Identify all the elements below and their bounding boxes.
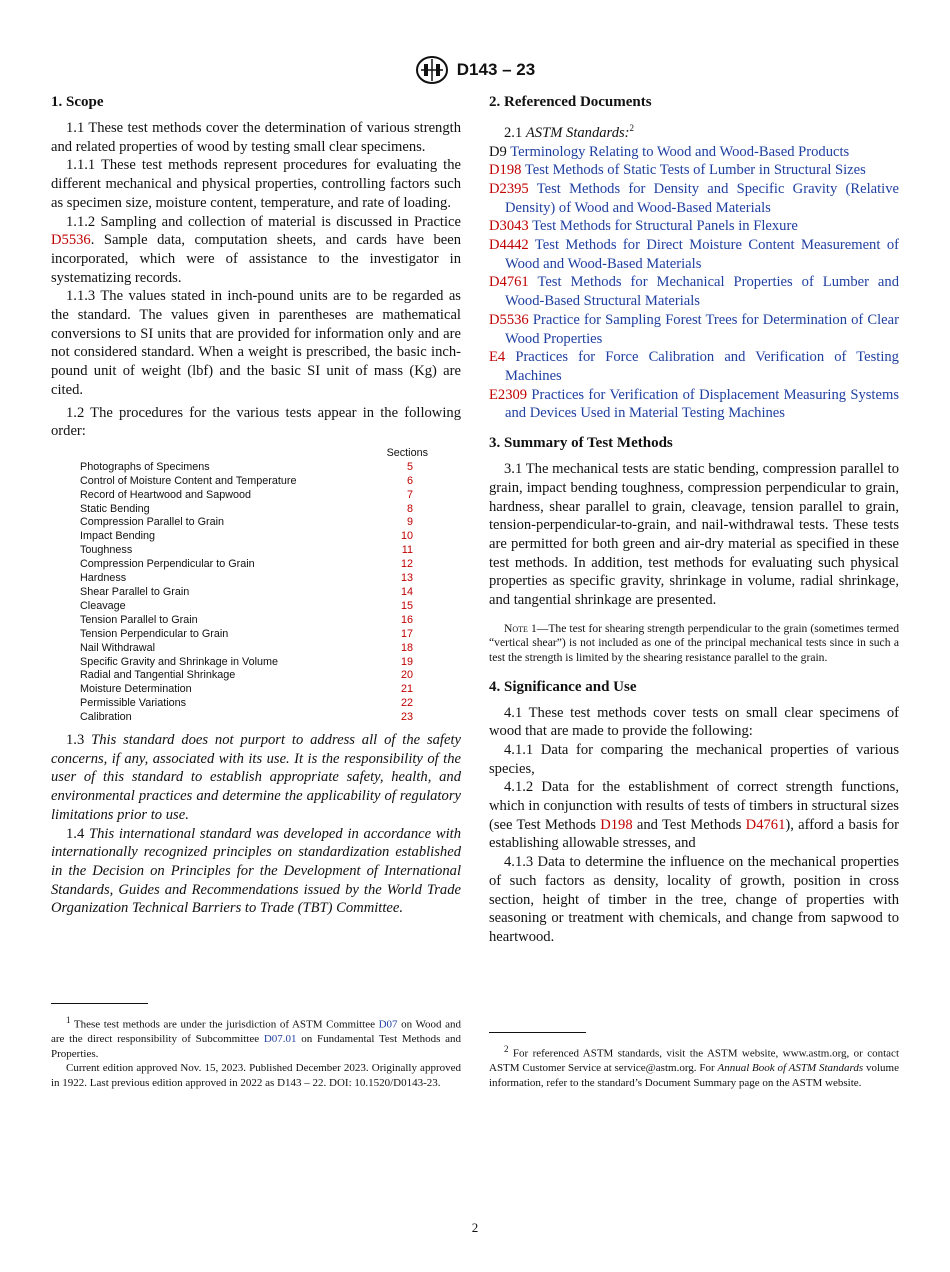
section-number-link[interactable]: 7 <box>406 488 413 501</box>
document-designation: D143 – 23 <box>456 60 536 79</box>
section-number-link[interactable]: 16 <box>400 613 413 626</box>
paragraph-1-1: 1.1 These test methods cover the determination of various strength and related properties of wood by testing small clear specimens. <box>51 120 461 155</box>
reference-code-link[interactable]: D5536 <box>489 311 529 328</box>
section-row <box>51 544 461 558</box>
section-label: Moisture Determination <box>80 683 192 696</box>
reference-item <box>489 386 899 423</box>
footnote-1: $^1$ These test methods are under the jurisdiction of ASTM Committee D07 on Wood and are the direct responsibility of Subcommittee D07.01 on Fundamental Test Methods and Properties. Current edition approved Nov. 15, 2023. Published December 2023. Originally approved in 1922. Last previous edition approved in 2022 as D143 – 22. DOI: 10.1520/D0143-23. <box>51 1015 461 1090</box>
section-label: Record of Heartwood and Sapwood <box>80 488 252 501</box>
reference-code-link[interactable]: E2309 <box>489 386 528 403</box>
reference-title-link[interactable]: Practice for Sampling Forest Trees for Determination of Clear Wood Properties <box>505 311 899 347</box>
reference-title-link[interactable]: Test Methods for Density and Specific Gravity (Relative Density) of Wood and Wood-Based Materials <box>505 180 899 216</box>
section-label: Calibration <box>80 711 132 724</box>
section-number-link[interactable]: 17 <box>400 627 413 640</box>
section-number-link[interactable]: 10 <box>400 530 413 543</box>
sections-header: Sections <box>386 446 428 459</box>
section-row <box>51 461 461 475</box>
section-row <box>51 572 461 586</box>
section-label: Toughness <box>80 544 133 557</box>
link-d5536[interactable]: D5536 <box>51 232 91 249</box>
reference-title-link[interactable]: Terminology Relating to Wood and Wood-Based Products <box>510 143 850 160</box>
paragraph-4-1-2: 4.1.2 Data for the establishment of correct strength functions, which in conjunction with results of tests of timbers in structural sizes (see Test Methods D198 and Test Methods D4761), afford a basis for establishing allowable stresses, and <box>489 779 899 852</box>
section-heading-referenced-documents: 2. Referenced Documents <box>489 94 652 110</box>
section-number-link[interactable]: 18 <box>400 641 413 654</box>
link-d07[interactable]: D07 <box>378 1018 398 1031</box>
paragraph-2-1: 2.1 ASTM Standards:$^2$ <box>504 123 635 141</box>
section-number-link[interactable]: 9 <box>406 516 413 529</box>
section-row <box>51 558 461 572</box>
reference-code-link[interactable]: D2395 <box>489 180 529 197</box>
reference-title-link[interactable]: Test Methods for Mechanical Properties of Lumber and Wood-Based Structural Materials <box>505 274 900 310</box>
section-number-link[interactable]: 6 <box>406 474 413 487</box>
section-label: Radial and Tangential Shrinkage <box>80 669 236 682</box>
paragraph-1-3: 1.3 This standard does not purport to address all of the safety concerns, if any, associated with its use. It is the responsibility of the user of this standard to establish appropriate safety, health, and environmental practices and determine the applicability of regulatory limitations prior to use. <box>51 732 461 823</box>
section-number-link[interactable]: 23 <box>400 711 413 724</box>
link-d07-01[interactable]: D07.01 <box>263 1033 297 1046</box>
section-row <box>51 697 461 711</box>
footnote-divider <box>51 1003 148 1004</box>
section-label: Shear Parallel to Grain <box>80 586 190 599</box>
paragraph-4-1: 4.1 These test methods cover tests on small clear specimens of wood that are made to provide the following: <box>489 704 899 740</box>
paragraph-1-4: 1.4 This international standard was developed in accordance with internationally recognized principles on standardization established in the Decision on Principles for the Development of International Standards, Guides and Recommendations issued by the World Trade Organization Technical Barriers to Trade (TBT) Committee. <box>51 825 462 917</box>
reference-item <box>489 180 899 217</box>
section-label: Nail Withdrawal <box>80 641 155 654</box>
section-number-link[interactable]: 5 <box>406 460 413 473</box>
section-row <box>51 669 461 683</box>
section-row <box>51 614 461 628</box>
section-label: Tension Perpendicular to Grain <box>80 627 229 640</box>
section-heading-significance: 4. Significance and Use <box>489 678 637 695</box>
note-1: Note 1—The test for shearing strength perpendicular to the grain (sometimes termed “vertical shear”) is not included as one of the principal mechanical tests since in such a test the strength is limited by the shearing resistance parallel to the grain. <box>489 621 899 664</box>
link-d198[interactable]: D198 <box>600 816 633 833</box>
section-number-link[interactable]: 13 <box>400 572 413 585</box>
reference-item <box>489 217 899 236</box>
paragraph-1-1-1: 1.1.1 These test methods represent procedures for evaluating the different mechanical and physical properties, controlling factors such as specimen size, moisture content, temperature, and rate of loading. <box>51 157 461 211</box>
left-column <box>51 93 461 918</box>
sections-table <box>51 447 461 725</box>
section-row <box>51 628 461 642</box>
reference-code-link[interactable]: D198 <box>489 162 522 179</box>
sections-list <box>51 461 461 725</box>
reference-item <box>489 236 899 273</box>
footnote-divider-2 <box>489 1032 586 1033</box>
paragraph-1-1-3: 1.1.3 The values stated in inch-pound units are to be regarded as the standard. The values given in parentheses are mathematical conversions to SI units that are provided for information only and are not considered standard. When a weight is prescribed, the basic inch-pound unit of weight (lbf) and the basic SI unit of mass (Kg) are cited. <box>51 288 461 398</box>
right-column <box>489 93 899 947</box>
section-number-link[interactable]: 14 <box>400 586 413 599</box>
reference-code-link[interactable]: E4 <box>489 349 506 366</box>
paragraph-1-2: 1.2 The procedures for the various tests appear in the following order: <box>51 404 461 440</box>
page-number: 2 <box>471 1220 479 1235</box>
section-row <box>51 503 461 517</box>
section-number-link[interactable]: 12 <box>400 558 413 571</box>
section-number-link[interactable]: 11 <box>401 544 413 557</box>
reference-title-link[interactable]: Test Methods for Structural Panels in Flexure <box>532 218 798 235</box>
reference-item <box>489 143 899 162</box>
astm-logo-icon <box>415 55 449 85</box>
section-row <box>51 516 461 530</box>
link-d4761[interactable]: D4761 <box>745 816 786 833</box>
section-heading-summary: 3. Summary of Test Methods <box>489 435 673 452</box>
reference-code-link[interactable]: D4442 <box>489 237 529 254</box>
section-row <box>51 586 461 600</box>
section-row <box>51 489 461 503</box>
section-number-link[interactable]: 21 <box>400 683 413 696</box>
section-row <box>51 683 461 697</box>
paragraph-3-1: 3.1 The mechanical tests are static bending, compression parallel to grain, impact bending toughness, compression perpendicular to grain, hardness, shear parallel to grain, cleavage, tension parallel to grain, tension-perpendicular-to-grain, and nail-withdrawal tests. These tests are permitted for both green and air-dry material as specified in these test methods. In addition, test methods for evaluating such physical properties as specific gravity, shrinkage in volume, radial shrinkage, and tangential shrinkage are presented. <box>489 461 899 609</box>
reference-title-link[interactable]: Practices for Verification of Displacement Measuring Systems and Devices Used in Material Testing Machines <box>505 386 899 422</box>
section-row <box>51 642 461 656</box>
section-label: Impact Bending <box>80 530 156 543</box>
page-header <box>0 55 950 85</box>
reference-item <box>489 348 899 385</box>
reference-title-link[interactable]: Practices for Force Calibration and Verification of Testing Machines <box>505 349 899 384</box>
section-number-link[interactable]: 20 <box>400 669 413 682</box>
section-label: Tension Parallel to Grain <box>80 613 198 626</box>
section-row <box>51 475 461 489</box>
reference-code-link[interactable]: D3043 <box>489 218 529 235</box>
section-label: Control of Moisture Content and Temperature <box>80 474 297 487</box>
referenced-documents-list <box>489 143 899 424</box>
section-row <box>51 656 461 670</box>
paragraph-4-1-1: 4.1.1 Data for comparing the mechanical properties of various species, <box>489 741 899 777</box>
section-number-link[interactable]: 22 <box>400 697 413 710</box>
section-number-link[interactable]: 19 <box>400 655 413 668</box>
section-row <box>51 530 461 544</box>
section-heading-scope: 1. Scope <box>51 94 104 110</box>
section-number-link[interactable]: 8 <box>406 502 413 515</box>
section-number-link[interactable]: 15 <box>400 599 413 612</box>
section-label: Hardness <box>80 572 127 585</box>
section-label: Compression Parallel to Grain <box>80 516 225 529</box>
reference-code-link[interactable]: D9 <box>489 143 507 160</box>
paragraph-4-1-3: 4.1.3 Data to determine the influence on the mechanical properties of such factors as density, locality of growth, position in cross section, height of timber in the tree, change of properties with seasoning or treatment with chemicals, and change from sapwood to heartwood. <box>489 854 899 945</box>
section-label: Photographs of Specimens <box>80 460 210 473</box>
reference-title-link[interactable]: Test Methods of Static Tests of Lumber in Structural Sizes <box>524 162 866 179</box>
section-row <box>51 600 461 614</box>
section-label: Permissible Variations <box>80 697 187 710</box>
edition-note: Current edition approved Nov. 15, 2023. Published December 2023. Originally approved in 1922. Last previous edition approved in 2022 as D143 – 22. DOI: 10.1520/D0143-23. <box>51 1062 461 1090</box>
reference-item <box>489 161 899 180</box>
section-label: Static Bending <box>80 502 150 515</box>
paragraph-1-1-2: 1.1.2 Sampling and collection of material is discussed in Practice D5536. Sample data, computation sheets, and cards have been incorporated, which were of assistance to the investigator in systematizing records. <box>51 213 461 286</box>
reference-title-link[interactable]: Test Methods for Direct Moisture Content Measurement of Wood and Wood-Based Materials <box>505 237 899 272</box>
reference-item <box>489 311 899 348</box>
section-label: Compression Perpendicular to Grain <box>80 558 255 571</box>
section-label: Cleavage <box>80 599 126 612</box>
section-label: Specific Gravity and Shrinkage in Volume <box>80 655 279 668</box>
section-row <box>51 711 461 725</box>
reference-code-link[interactable]: D4761 <box>489 274 529 291</box>
reference-item <box>489 273 899 310</box>
footnote-2: $^2$ For referenced ASTM standards, visit the ASTM website, www.astm.org, or contact ASTM Customer Service at service@astm.org. For Annual Book of ASTM Standards volume information, refer to the standard’s Document Summary page on the ASTM website. <box>489 1044 899 1089</box>
